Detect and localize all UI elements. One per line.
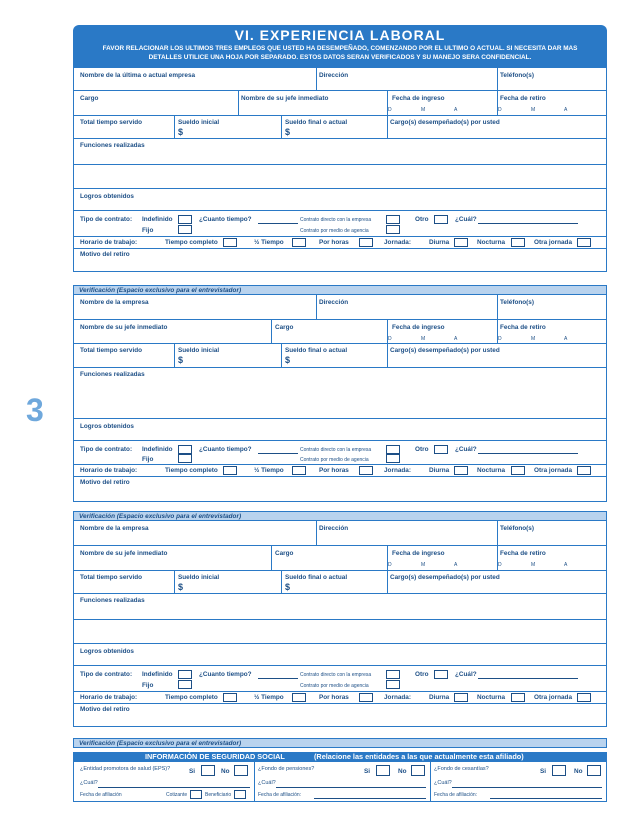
positions-held-label: Cargo(s) desempeñado(s) por usted: [390, 574, 500, 581]
indefinite-checkbox[interactable]: [178, 670, 192, 679]
month-label: M: [531, 562, 536, 568]
verification-bar: Verificación (Espacio exclusivo para el entrevistador): [73, 511, 607, 521]
half-time-label: ½ Tiempo: [254, 694, 284, 701]
direct-contract-checkbox[interactable]: [386, 445, 400, 454]
day-label: D: [498, 336, 502, 342]
page-number: 3: [26, 392, 44, 428]
day-shift-checkbox[interactable]: [454, 693, 468, 702]
pension-no-checkbox[interactable]: [411, 765, 425, 776]
day-label: D: [498, 562, 502, 568]
address-label: Dirección: [319, 72, 349, 79]
night-shift-label: Nocturna: [477, 239, 506, 246]
year-label: A: [564, 562, 568, 568]
indefinite-checkbox[interactable]: [178, 215, 192, 224]
severance-fund-label: ¿Fondo de cesantías?: [434, 766, 489, 772]
employment-block-3: [73, 520, 607, 727]
salary-row: [74, 115, 606, 138]
social-security-body: [73, 762, 607, 802]
contract-row: [74, 665, 606, 691]
social-security-header: [73, 752, 607, 762]
full-time-checkbox[interactable]: [223, 238, 237, 247]
night-shift-checkbox[interactable]: [511, 466, 525, 475]
duties-label: Funciones realizadas: [80, 142, 145, 149]
day-shift-label: Diurna: [429, 467, 450, 474]
salary-row: [74, 343, 606, 367]
start-date-label: Fecha de ingreso: [392, 95, 445, 102]
other-label: Otro: [415, 216, 429, 223]
other-shift-label: Otra jornada: [534, 239, 572, 246]
social-security-subtitle: (Relacione las entidades a las que actualmente esta afiliado): [314, 752, 524, 761]
section-instructions: [73, 45, 607, 62]
phone-label: Teléfono(s): [500, 525, 534, 532]
leaving-reason-label: Motivo del retiro: [80, 706, 130, 713]
day-label: D: [388, 562, 392, 568]
schedule-label: Horario de trabajo:: [80, 239, 138, 246]
month-label: M: [421, 107, 426, 113]
phone-label: Teléfono(s): [500, 299, 534, 306]
start-date-label: Fecha de ingreso: [392, 324, 445, 331]
severance-no-checkbox[interactable]: [587, 765, 601, 776]
final-salary-currency: $: [285, 355, 291, 365]
eps-affiliation-date-label: Fecha de afiliación: [80, 792, 122, 798]
boss-label: Nombre de su jefe inmediato: [241, 95, 329, 102]
schedule-label: Horario de trabajo:: [80, 694, 138, 701]
indefinite-label: Indefinido: [142, 446, 173, 453]
initial-salary-label: Sueldo inicial: [178, 119, 220, 126]
employment-block-1: [73, 67, 607, 272]
other-checkbox[interactable]: [434, 215, 448, 224]
achievements-label: Logros obtenidos: [80, 648, 134, 655]
agency-contract-checkbox[interactable]: [386, 680, 400, 689]
year-label: A: [454, 107, 458, 113]
pension-affiliation-date-label: Fecha de afiliación:: [258, 792, 302, 798]
end-date-label: Fecha de retiro: [500, 550, 546, 557]
hourly-checkbox[interactable]: [359, 238, 373, 247]
pension-no-label: No: [398, 768, 407, 775]
direct-contract-label: Contrato directo con la empresa: [300, 447, 372, 453]
position-label: Cargo: [275, 550, 294, 557]
half-time-label: ½ Tiempo: [254, 239, 284, 246]
pension-which-label: ¿Cuál?: [258, 780, 276, 786]
position-label: Cargo: [275, 324, 294, 331]
duties-label: Funciones realizadas: [80, 371, 145, 378]
initial-salary-currency: $: [178, 582, 184, 592]
leaving-reason-row[interactable]: [74, 703, 606, 726]
end-date-label: Fecha de retiro: [500, 95, 546, 102]
eps-no-label: No: [221, 768, 230, 775]
other-shift-label: Otra jornada: [534, 467, 572, 474]
indefinite-checkbox[interactable]: [178, 445, 192, 454]
other-label: Otro: [415, 446, 429, 453]
achievements-row[interactable]: [74, 643, 606, 665]
day-shift-label: Diurna: [429, 239, 450, 246]
agency-contract-label: Contrato por medio de agencia: [300, 457, 369, 463]
contributor-label: Cotizante: [166, 792, 188, 798]
company-name-label: Nombre de la empresa: [80, 525, 149, 532]
year-label: A: [564, 107, 568, 113]
how-long-label: ¿Cuanto tiempo?: [199, 671, 252, 678]
agency-contract-label: Contrato por medio de agencia: [300, 683, 369, 689]
duties-row[interactable]: [74, 138, 606, 188]
other-shift-checkbox[interactable]: [577, 238, 591, 247]
other-shift-checkbox[interactable]: [577, 466, 591, 475]
shift-label: Jornada:: [384, 694, 411, 701]
beneficiary-checkbox[interactable]: [234, 790, 246, 799]
employment-block-2: [73, 294, 607, 502]
hourly-label: Por horas: [319, 467, 349, 474]
achievements-row[interactable]: [74, 188, 606, 210]
other-shift-checkbox[interactable]: [577, 693, 591, 702]
company-name-label: Nombre de la empresa: [80, 299, 149, 306]
leaving-reason-row[interactable]: [74, 248, 606, 271]
duties-row[interactable]: [74, 593, 606, 643]
contract-type-label: Tipo de contrato:: [80, 446, 133, 453]
year-label: A: [454, 562, 458, 568]
half-time-checkbox[interactable]: [292, 238, 306, 247]
instructions-line-2: DETALLES UTILICE UNA HOJA POR SEPARADO. ESTOS DATOS SERAN VERIFICADOS Y SU MANEJO SERA CONFIDENCIAL.: [148, 53, 532, 61]
night-shift-checkbox[interactable]: [511, 238, 525, 247]
fixed-label: Fijo: [142, 682, 154, 689]
leaving-reason-label: Motivo del retiro: [80, 479, 130, 486]
final-salary-currency: $: [285, 582, 291, 592]
half-time-label: ½ Tiempo: [254, 467, 284, 474]
beneficiary-label: Beneficiario: [205, 792, 232, 798]
day-shift-checkbox[interactable]: [454, 238, 468, 247]
shift-label: Jornada:: [384, 467, 411, 474]
position-row: [74, 90, 606, 115]
night-shift-checkbox[interactable]: [511, 693, 525, 702]
eps-which-label: ¿Cuál?: [80, 780, 98, 786]
achievements-row[interactable]: [74, 418, 606, 440]
other-shift-label: Otra jornada: [534, 694, 572, 701]
other-checkbox[interactable]: [434, 445, 448, 454]
contract-type-label: Tipo de contrato:: [80, 216, 133, 223]
fixed-label: Fijo: [142, 227, 154, 234]
month-label: M: [531, 107, 536, 113]
severance-yes-label: Si: [540, 768, 547, 775]
direct-contract-label: Contrato directo con la empresa: [300, 672, 372, 678]
duties-label: Funciones realizadas: [80, 597, 145, 604]
fixed-label: Fijo: [142, 456, 154, 463]
achievements-label: Logros obtenidos: [80, 423, 134, 430]
full-time-label: Tiempo completo: [165, 467, 218, 474]
direct-contract-checkbox[interactable]: [386, 215, 400, 224]
fixed-checkbox[interactable]: [178, 680, 192, 689]
final-salary-label: Sueldo final o actual: [285, 574, 348, 581]
indefinite-label: Indefinido: [142, 671, 173, 678]
pension-yes-label: Si: [364, 768, 371, 775]
instructions-line-1: FAVOR RELACIONAR LOS ULTIMOS TRES EMPLEOS QUE USTED HA DESEMPEÑADO, COMENZANDO POR EL ULTIMO O ACTUAL. SI NECESITA DAR MAS: [102, 45, 578, 52]
company-row: [74, 67, 606, 90]
full-time-label: Tiempo completo: [165, 239, 218, 246]
year-label: A: [454, 336, 458, 342]
pension-yes-checkbox[interactable]: [376, 765, 390, 776]
section-header: [73, 25, 607, 67]
schedule-row: [74, 691, 606, 703]
start-date-label: Fecha de ingreso: [392, 550, 445, 557]
full-time-checkbox[interactable]: [223, 466, 237, 475]
agency-contract-checkbox[interactable]: [386, 454, 400, 463]
eps-yes-label: Si: [189, 768, 196, 775]
fixed-checkbox[interactable]: [178, 225, 192, 234]
leaving-reason-label: Motivo del retiro: [80, 251, 130, 258]
day-shift-label: Diurna: [429, 694, 450, 701]
leaving-reason-row[interactable]: [74, 476, 606, 501]
how-long-label: ¿Cuanto tiempo?: [199, 446, 252, 453]
salary-row: [74, 570, 606, 593]
schedule-row: [74, 464, 606, 476]
day-label: D: [498, 107, 502, 113]
address-label: Dirección: [319, 299, 349, 306]
end-date-label: Fecha de retiro: [500, 324, 546, 331]
other-label: Otro: [415, 671, 429, 678]
eps-label: ¿Entidad promotora de salud (EPS)?: [80, 766, 171, 772]
duties-row[interactable]: [74, 367, 606, 418]
position-label: Cargo: [80, 95, 99, 102]
direct-contract-label: Contrato directo con la empresa: [300, 217, 372, 223]
position-row: [74, 545, 606, 570]
total-time-label: Total tiempo servido: [80, 574, 143, 581]
final-salary-label: Sueldo final o actual: [285, 347, 348, 354]
day-shift-checkbox[interactable]: [454, 466, 468, 475]
address-label: Dirección: [319, 525, 349, 532]
initial-salary-label: Sueldo inicial: [178, 347, 220, 354]
company-row: [74, 294, 606, 319]
which-label: ¿Cuál?: [455, 671, 477, 678]
initial-salary-currency: $: [178, 127, 184, 137]
company-name-label: Nombre de la última o actual empresa: [80, 72, 196, 79]
half-time-checkbox[interactable]: [292, 693, 306, 702]
social-security-title: INFORMACIÓN DE SEGURIDAD SOCIAL: [145, 752, 285, 761]
severance-affiliation-date-label: Fecha de afiliación:: [434, 792, 478, 798]
severance-which-label: ¿Cuál?: [434, 780, 452, 786]
half-time-checkbox[interactable]: [292, 466, 306, 475]
day-label: D: [388, 107, 392, 113]
boss-label: Nombre de su jefe inmediato: [80, 550, 168, 557]
year-label: A: [564, 336, 568, 342]
verification-bar: Verificación (Espacio exclusivo para el entrevistador): [73, 738, 607, 748]
contributor-checkbox[interactable]: [190, 790, 202, 799]
month-label: M: [421, 562, 426, 568]
initial-salary-currency: $: [178, 355, 184, 365]
pension-fund-label: ¿Fondo de pensiones?: [258, 766, 315, 772]
fixed-checkbox[interactable]: [178, 454, 192, 463]
final-salary-label: Sueldo final o actual: [285, 119, 348, 126]
positions-held-label: Cargo(s) desempeñado(s) por usted: [390, 119, 500, 126]
total-time-label: Total tiempo servido: [80, 347, 143, 354]
hourly-label: Por horas: [319, 694, 349, 701]
schedule-row: [74, 236, 606, 248]
night-shift-label: Nocturna: [477, 694, 506, 701]
phone-label: Teléfono(s): [500, 72, 534, 79]
full-time-checkbox[interactable]: [223, 693, 237, 702]
which-label: ¿Cuál?: [455, 216, 477, 223]
achievements-label: Logros obtenidos: [80, 193, 134, 200]
final-salary-currency: $: [285, 127, 291, 137]
total-time-label: Total tiempo servido: [80, 119, 143, 126]
eps-no-checkbox[interactable]: [234, 765, 248, 776]
positions-held-label: Cargo(s) desempeñado(s) por usted: [390, 347, 500, 354]
schedule-label: Horario de trabajo:: [80, 467, 138, 474]
shift-label: Jornada:: [384, 239, 411, 246]
initial-salary-label: Sueldo inicial: [178, 574, 220, 581]
contract-row: [74, 440, 606, 464]
agency-contract-label: Contrato por medio de agencia: [300, 228, 369, 234]
boss-label: Nombre de su jefe inmediato: [80, 324, 168, 331]
eps-yes-checkbox[interactable]: [201, 765, 215, 776]
company-row: [74, 520, 606, 545]
contract-row: [74, 210, 606, 236]
day-label: D: [388, 336, 392, 342]
other-checkbox[interactable]: [434, 670, 448, 679]
which-label: ¿Cuál?: [455, 446, 477, 453]
severance-no-label: No: [574, 768, 583, 775]
month-label: M: [531, 336, 536, 342]
month-label: M: [421, 336, 426, 342]
hourly-label: Por horas: [319, 239, 349, 246]
section-title: VI. EXPERIENCIA LABORAL: [234, 27, 446, 43]
indefinite-label: Indefinido: [142, 216, 173, 223]
night-shift-label: Nocturna: [477, 467, 506, 474]
hourly-checkbox[interactable]: [359, 693, 373, 702]
severance-yes-checkbox[interactable]: [552, 765, 566, 776]
how-long-label: ¿Cuanto tiempo?: [199, 216, 252, 223]
full-time-label: Tiempo completo: [165, 694, 218, 701]
position-row: [74, 319, 606, 343]
contract-type-label: Tipo de contrato:: [80, 671, 133, 678]
verification-bar: Verificación (Espacio exclusivo para el entrevistador): [73, 285, 607, 295]
agency-contract-checkbox[interactable]: [386, 225, 400, 234]
hourly-checkbox[interactable]: [359, 466, 373, 475]
direct-contract-checkbox[interactable]: [386, 670, 400, 679]
